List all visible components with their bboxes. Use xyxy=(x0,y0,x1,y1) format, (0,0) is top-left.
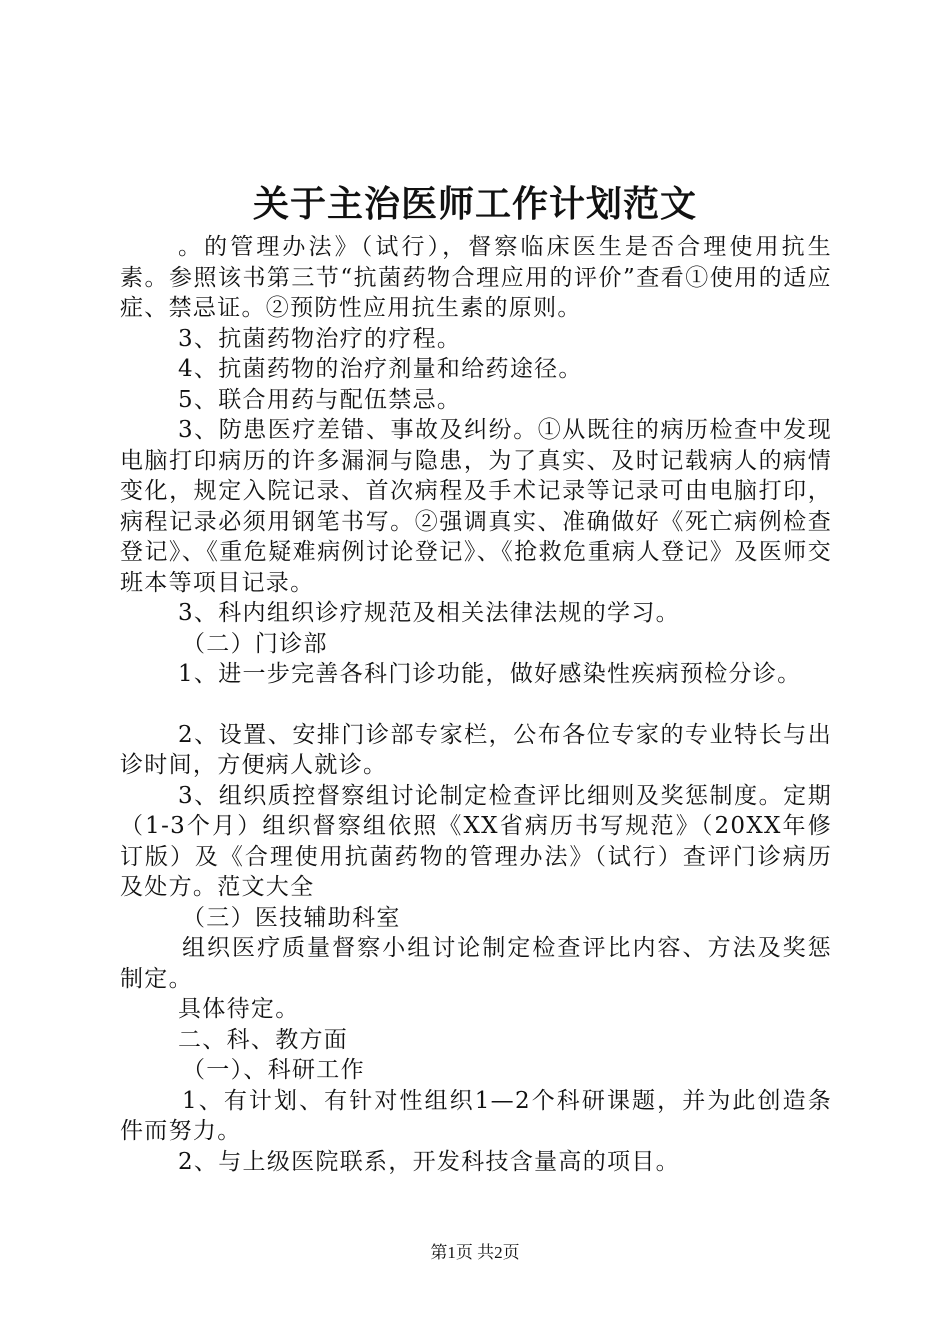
paragraph: 1、有计划、有针对性组织1—2个科研课题，并为此创造条件而努力。 xyxy=(120,1087,832,1144)
section-heading: （三）医技辅助科室 xyxy=(182,904,401,931)
document-title: 关于主治医师工作计划范文 xyxy=(252,183,697,225)
section-heading: 二、科、教方面 xyxy=(178,1026,349,1053)
paragraph: 5、联合用药与配伍禁忌。 xyxy=(178,386,462,413)
page-footer: 第1页 共2页 xyxy=(430,1243,520,1262)
section-heading: （二）门诊部 xyxy=(182,630,328,657)
paragraph: 4、抗菌药物的治疗剂量和给药途径。 xyxy=(178,356,583,382)
paragraph: 组织医疗质量督察小组讨论制定检查评比内容、方法及奖惩制定。 xyxy=(120,935,832,992)
paragraph: 3、组织质控督察组讨论制定检查评比细则及奖惩制度。定期（1-3个月）组织督察组依照《XX省病历书写规范》（20XX年修订版）及《合理使用抗菌药物的管理办法》（试行）查评门诊病历及处方。范文大全 xyxy=(120,782,832,900)
section-heading: （一）、科研工作 xyxy=(182,1057,365,1083)
paragraph: 2、设置、安排门诊部专家栏，公布各位专家的专业特长与出诊时间，方便病人就诊。 xyxy=(120,721,832,778)
paragraph: 具体待定。 xyxy=(178,996,300,1022)
document-body xyxy=(120,232,832,1177)
paragraph: 3、防患医疗差错、事故及纠纷。①从既往的病历检查中发现电脑打印病历的许多漏洞与隐患，为了真实、及时记载病人的病情变化，规定入院记录、首次病程及手术记录等记录可由电脑打印，病程记录必须用钢笔书写。②强调真实、准确做好《死亡病例检查登记》、《重危疑难病例讨论登记》、《抢救危重病人登记》及医师交班本等项目记录。 xyxy=(120,417,832,596)
paragraph: 3、抗菌药物治疗的疗程。 xyxy=(178,325,462,352)
paragraph: 2、与上级医院联系，开发科技含量高的项目。 xyxy=(178,1148,680,1175)
paragraph: 。的管理办法》（试行），督察临床医生是否合理使用抗生素。参照该书第三节“抗菌药物合理应用的评价”查看①使用的适应症、禁忌证。②预防性应用抗生素的原则。 xyxy=(120,234,832,321)
paragraph: 1、进一步完善各科门诊功能，做好感染性疾病预检分诊。 xyxy=(178,661,802,687)
paragraph: 3、科内组织诊疗规范及相关法律法规的学习。 xyxy=(178,600,680,626)
